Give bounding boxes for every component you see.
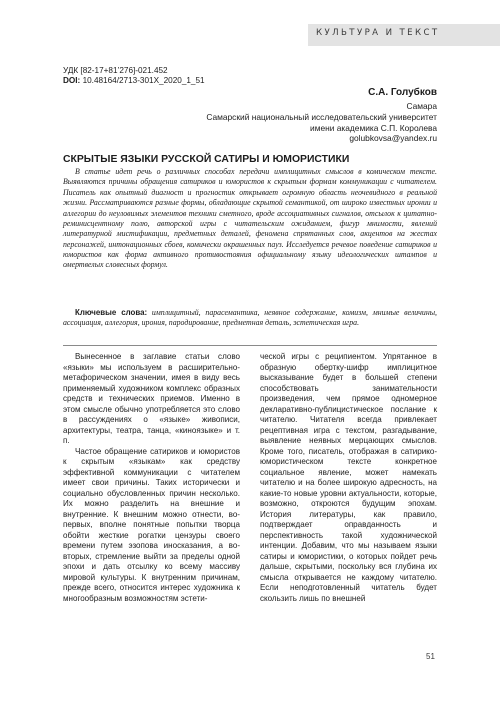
author-affiliation-line-1: Самарский национальный исследовательский университет (206, 111, 437, 122)
body-column-left (63, 352, 240, 604)
body-paragraph: ческой игры с реципиентом. Упрятанное в образную обертку-шифр имплицитное высказывание будет в большей степени способствовать занимательности произведения, чем прямое одномерное декларативно-публицистическое послание к читателю. Читателя всегда привлекает рецептивная игра с текстом, разгадывание, выявление неявных мерцающих смыслов. Кроме того, писатель, отображая в сатирико-юмористическом тексте конкретное социальное явление, может намекать читателю и на более широкую адресность, на какие-то новые уровни актуальности, которые, возможно, откроются будущим эпохам. История литературы, как правило, подтверждает оправданность и перспективность такой художнической интенции. Добавим, что мы называем языки сатиры и юмористики, о которых пойдет речь дальше, скрытыми, поскольку вся глубина их смысла открывается не каждому читателю. Если неподготовленный читатель будет скользить лишь по внешней (260, 352, 437, 603)
abstract: В статье идет речь о различных способах передачи имплицитных смыслов в комическом тексте. Выявляются причины обращения сатириков и юмористов к скрытым формам коммуникации с читателем. Писатель как опытный диагност и прогностик открывает огромную область неочевидного в реальной жизни. Рассматриваются разные формы, обладающие скрытой семантикой, от широко известных иронии и аллегории до неуловимых элементов техники сметного, вроде ассоциативных сигналов, отсылок к цитатно-реминисцентному полю, авторской игры с читательским ожиданием, фигур мнимости, явлений литературной мистификации, предметных деталей, феномена спрятанных слов, акцентов на жестах персонажей, интонационных сбоев, комически окрашенных пауз. Исследуется речевое поведение сатириков и юмористов как форма активного противостояния официальному языку идеологических штампов и омертвелых словесных формул. (63, 167, 437, 270)
section-label: КУЛЬТУРА И ТЕКСТ (316, 28, 440, 38)
doi-label: DOI: (63, 76, 81, 85)
doi-line (63, 76, 205, 87)
author-affiliation-line-2: имени академика С.П. Королева (310, 122, 437, 133)
author-block (77, 86, 437, 144)
page-number: 51 (426, 652, 435, 661)
section-divider (63, 345, 437, 346)
body-column-right (260, 352, 437, 604)
keywords-label: Ключевые слова: (75, 308, 148, 317)
keywords (63, 308, 437, 329)
body-paragraph: Вынесенное в заглавие статьи слово «языки» мы используем в расширительно-метафорическом значении, имея в виду весь применяемый художником комплекс образных средств и технических приемов. Именно в этом смысле обычно употребляется это слово в рассуждениях о «языке» живописи, архитектуры, театра, танца, «киноязыке» и т. п. (63, 352, 240, 446)
author-name: С.А. Голубков (368, 87, 437, 98)
keywords-text: имплицитный, парасемантика, неявное содержание, комизм, мнимые величины, ассоциация, аллегория, ирония, пародирование, предметная деталь, эстетическая игра. (63, 308, 437, 328)
author-city: Самара (406, 101, 437, 111)
udc-code: УДК [82-17+81’276]-021.452 (63, 66, 168, 75)
body-paragraph: Частое обращение сатириков и юмористов к скрытым «языкам» как средству эффективной коммуникации с читателем имеет свои причины. Таких исторически и социально обусловленных причин несколько. Их можно разделить на внешние и внутренние. К внешним можно отнести, во-первых, вполне понятные попытки творца обойти жесткие рогатки цензуры своего времени путем эзопова иносказания, а во-вторых, стремление выйти за пределы одной эпохи и дать отсылку ко всему массиву мировой культуры. К внутренним причинам, прежде всего, относится интерес художника к многообразным возможностям эстети- (63, 446, 240, 603)
article-title: СКРЫТЫЕ ЯЗЫКИ РУССКОЙ САТИРЫ И ЮМОРИСТИКИ (63, 154, 350, 165)
doi-value: 10.48164/2713-301X_2020_1_51 (80, 76, 205, 85)
author-email: golubkovsa@yandex.ru (349, 133, 437, 144)
